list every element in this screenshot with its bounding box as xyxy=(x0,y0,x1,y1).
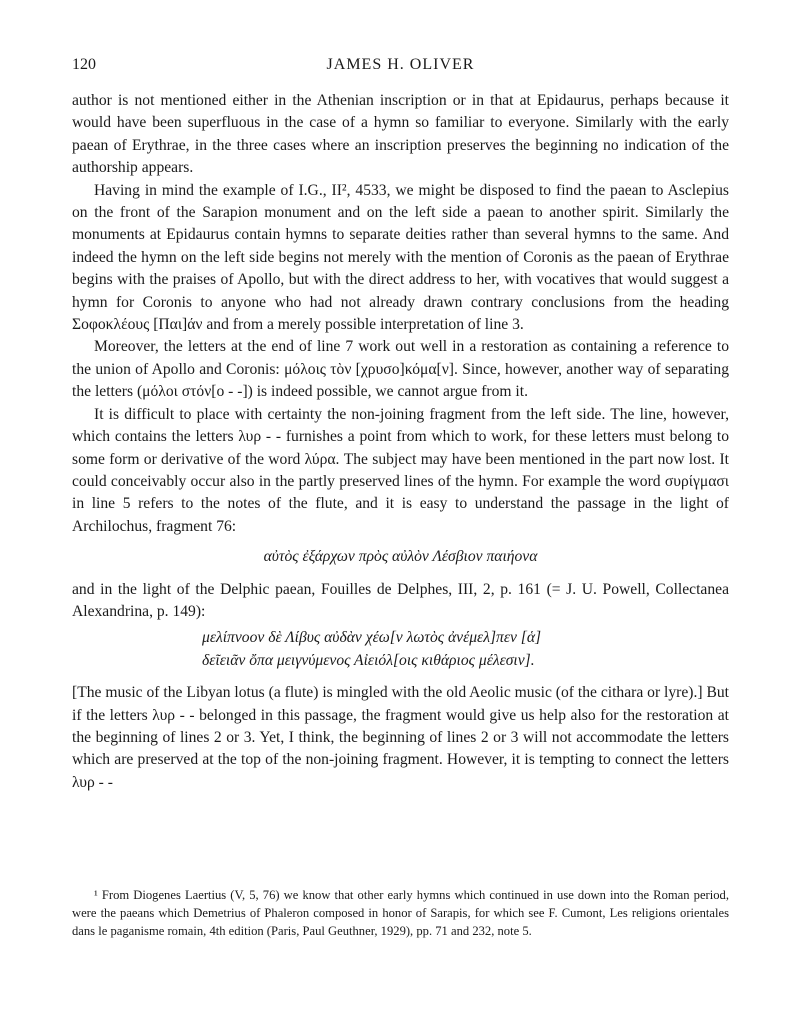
paragraph-2: Having in mind the example of I.G., II², 4533, we might be disposed to find the paean to Asclepius on the front of the Sarapion monument and on the left side a paean to another spirit. Similarly the monuments at Epidaurus contain hymns to separate deities rather than several hymns to the same. And indeed the hymn on the left side begins not merely with the mention of Coronis as the paean of Erythrae begins with the praises of Apollo, but with the direct address to her, with vocatives that would suggest a hymn for Coronis to anyone who had not already drawn contrary conclusions from the heading Σοφοκλέους [Παι]άν and from a merely possible interpretation of line 3. xyxy=(72,181,729,334)
page-header xyxy=(72,56,729,80)
page xyxy=(72,56,729,794)
running-head: JAMES H. OLIVER xyxy=(326,56,475,73)
paragraph-delphic: and in the light of the Delphic paean, Fouilles de Delphes, III, 2, p. 161 (= J. U. Powell, Collectanea Alexandrina, p. 149): xyxy=(72,580,729,620)
paragraph-3: Moreover, the letters at the end of line 7 work out well in a restoration as containing a reference to the union of Apollo and Coronis: μόλοις τὸν [χρυσο]κόμα[ν]. Since, however, another way of separating the letters (μόλοι στόν[ο - -]) is indeed possible, we cannot argue from it. xyxy=(72,338,729,401)
paragraph-final: [The music of the Libyan lotus (a flute) is mingled with the old Aeolic music (of the cithara or lyre).] But if the letters λυρ - - belonged in this passage, the fragment would give us help also for the restoration at the beginning of lines 2 or 3. Yet, I think, the beginning of lines 2 or 3 will not accommodate the letters which are preserved at the top of the non-joining fragment. However, it is tempting to connect the letters λυρ - - xyxy=(72,684,729,791)
body-text xyxy=(72,90,729,794)
paragraph-1: author is not mentioned either in the Athenian inscription or in that at Epidaurus, perhaps because it would have been superfluous in the case of a hymn so familiar to everyone. Similarly with the early paean of Erythrae, in the three cases where an inscription preserves the beginning no indication of the authorship appears. xyxy=(72,92,729,177)
page-number: 120 xyxy=(72,56,96,73)
quote-delphic xyxy=(202,627,729,672)
footnote xyxy=(72,886,729,940)
footnote-1: ¹ From Diogenes Laertius (V, 5, 76) we know that other early hymns which continued in use down into the Roman period, were the paeans which Demetrius of Phaleron composed in honor of Sarapis, for which see F. Cumont, Les religions orientales dans le paganisme romain, 4th edition (Paris, Paul Geuthner, 1929), pp. 71 and 232, note 5. xyxy=(72,888,729,938)
paragraph-4: It is difficult to place with certainty the non-joining fragment from the left side. The line, however, which contains the letters λυρ - - furnishes a point from which to work, for these letters must belong to some form or derivative of the word λύρα. The subject may have been mentioned in the part now lost. It could conceivably occur also in the partly preserved lines of the hymn. For example the word συρίγμασι in line 5 refers to the notes of the flute, and it is easy to understand the passage in the light of Archilochus, fragment 76: xyxy=(72,405,729,535)
quote-archilochus: αὐτὸς ἐξάρχων πρὸς αὐλὸν Λέσβιον παιήονα xyxy=(263,548,538,566)
quote-delphic-line-2: δεῖειᾶν ὄπα μειγνύμενος Αἰειόλ[οις κιθάριος μέλεσιν]. xyxy=(202,651,535,669)
quote-delphic-line-1: μελίπνοον δὲ Λίβυς αὐδὰν χέω[ν λωτὸς ἀνέμελ]πεν [ἁ] xyxy=(202,629,542,647)
